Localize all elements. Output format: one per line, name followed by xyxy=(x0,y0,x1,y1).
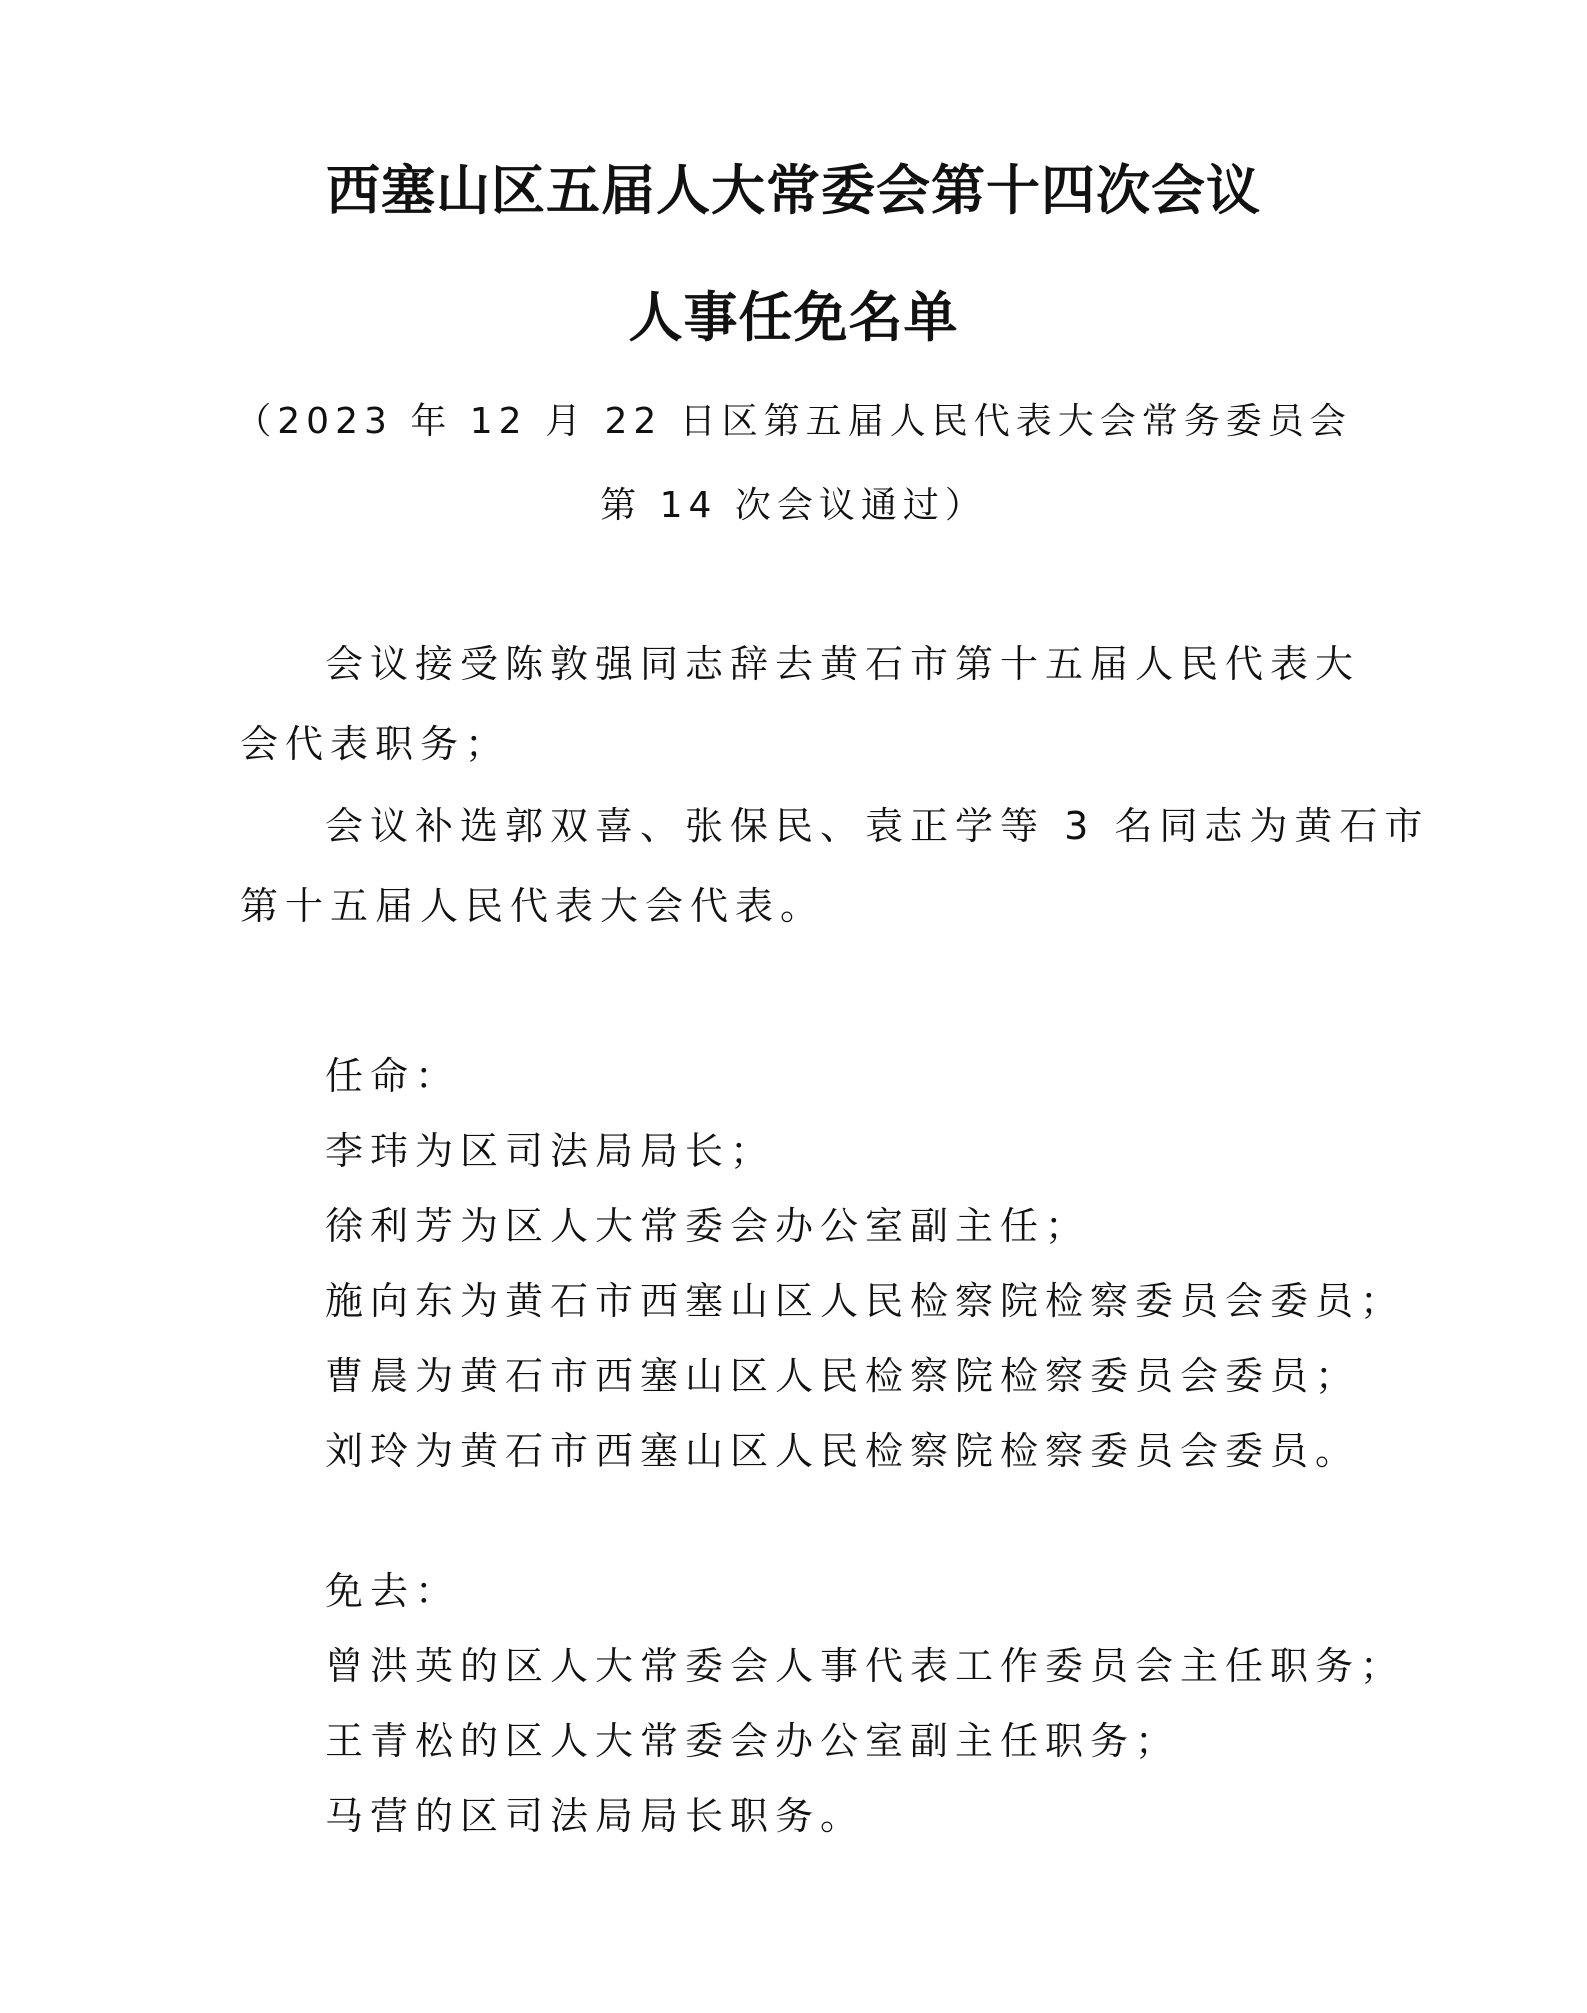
removal-item: 马营的区司法局局长职务。 xyxy=(325,1794,866,1838)
appointment-item: 曹晨为黄石市西塞山区人民检察院检察委员会委员； xyxy=(325,1354,1361,1398)
appointment-item: 徐利芳为区人大常委会办公室副主任； xyxy=(325,1204,1091,1248)
paragraph-1-line-1: 会议接受陈敦强同志辞去黄石市第十五届人民代表大 xyxy=(325,642,1361,686)
appointment-item: 李玮为区司法局局长； xyxy=(325,1129,776,1173)
document-title-line-2: 人事任免名单 xyxy=(628,285,959,349)
removal-item: 王青松的区人大常委会办公室副主任职务； xyxy=(325,1719,1181,1763)
removals-heading: 免去： xyxy=(325,1569,461,1613)
appointment-item: 施向东为黄石市西塞山区人民检察院检察委员会委员； xyxy=(325,1279,1406,1323)
appointments-heading: 任命： xyxy=(325,1054,461,1098)
subtitle-line-1: （2023 年 12 月 22 日区第五届人民代表大会常务委员会 xyxy=(235,401,1352,442)
subtitle-line-2: 第 14 次会议通过） xyxy=(600,485,987,526)
removal-item: 曾洪英的区人大常委会人事代表工作委员会主任职务； xyxy=(325,1644,1406,1688)
paragraph-2-line-1: 会议补选郭双喜、张保民、袁正学等 3 名同志为黄石市 xyxy=(325,804,1430,848)
paragraph-2-line-2: 第十五届人民代表大会代表。 xyxy=(240,884,826,928)
paragraph-1-line-2: 会代表职务； xyxy=(240,722,511,766)
appointment-item: 刘玲为黄石市西塞山区人民检察院检察委员会委员。 xyxy=(325,1429,1361,1473)
document-title-line-1: 西塞山区五届人大常委会第十四次会议 xyxy=(326,158,1261,222)
